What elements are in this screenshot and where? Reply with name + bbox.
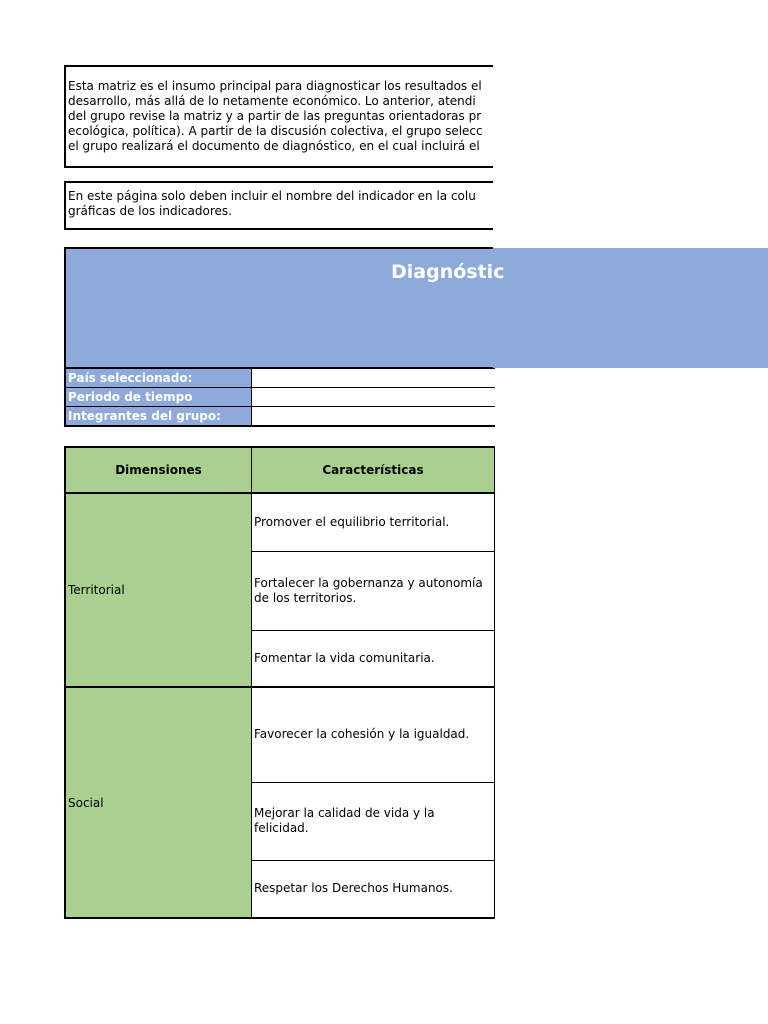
characteristic-cell[interactable]: Respetar los Derechos Humanos. — [252, 860, 495, 918]
info-value-cell[interactable] — [252, 388, 496, 407]
info-label: País seleccionado: — [65, 369, 252, 388]
intro-line: Esta matriz es el insumo principal para diagnosticar los resultados el — [68, 79, 482, 93]
dimensions-table — [64, 446, 495, 919]
note-line: En este página solo deben incluir el nombre del indicador en la colu — [68, 189, 476, 203]
column-header-dimensions: Dimensiones — [65, 447, 252, 493]
info-label: Integrantes del grupo: — [65, 407, 252, 427]
info-label: Periodo de tiempo — [65, 388, 252, 407]
table-row — [65, 687, 495, 782]
column-header-characteristics: Características — [252, 447, 495, 493]
intro-line: el grupo realizará el documento de diagnóstico, en el cual incluirá el — [68, 139, 480, 153]
diagnostic-header — [64, 247, 768, 369]
info-row-period — [65, 388, 495, 407]
characteristic-cell[interactable]: Favorecer la cohesión y la igualdad. — [252, 687, 495, 782]
diagnostic-subtitle-cell — [64, 295, 493, 369]
characteristic-cell[interactable]: Promover el equilibrio territorial. — [252, 493, 495, 551]
dimension-cell-territorial[interactable]: Territorial — [65, 493, 252, 687]
intro-line: del grupo revise la matriz y a partir de las preguntas orientadoras pr — [68, 109, 482, 123]
diagnostic-title: Diagnóstic — [391, 261, 505, 283]
diagnostic-header-band — [493, 248, 768, 368]
note-line: gráficas de los indicadores. — [68, 204, 232, 218]
info-row-members — [65, 407, 495, 427]
info-table — [64, 368, 495, 427]
table-header-row — [65, 447, 495, 493]
intro-text-box — [64, 65, 493, 168]
info-row-country — [65, 369, 495, 388]
characteristic-cell[interactable]: Fomentar la vida comunitaria. — [252, 630, 495, 687]
table-row — [65, 493, 495, 551]
intro-line: ecológica, política). A partir de la discusión colectiva, el grupo selecc — [68, 124, 483, 138]
info-value-cell[interactable] — [252, 407, 496, 427]
characteristic-cell[interactable]: Fortalecer la gobernanza y autonomía de los territorios. — [252, 551, 495, 630]
characteristic-cell[interactable]: Mejorar la calidad de vida y la felicidad. — [252, 782, 495, 860]
dimension-cell-social[interactable]: Social — [65, 687, 252, 918]
intro-line: desarrollo, más allá de lo netamente económico. Lo anterior, atendi — [68, 94, 476, 108]
info-value-cell[interactable] — [252, 369, 496, 388]
note-text-box — [64, 181, 493, 230]
diagnostic-title-cell — [64, 247, 505, 297]
